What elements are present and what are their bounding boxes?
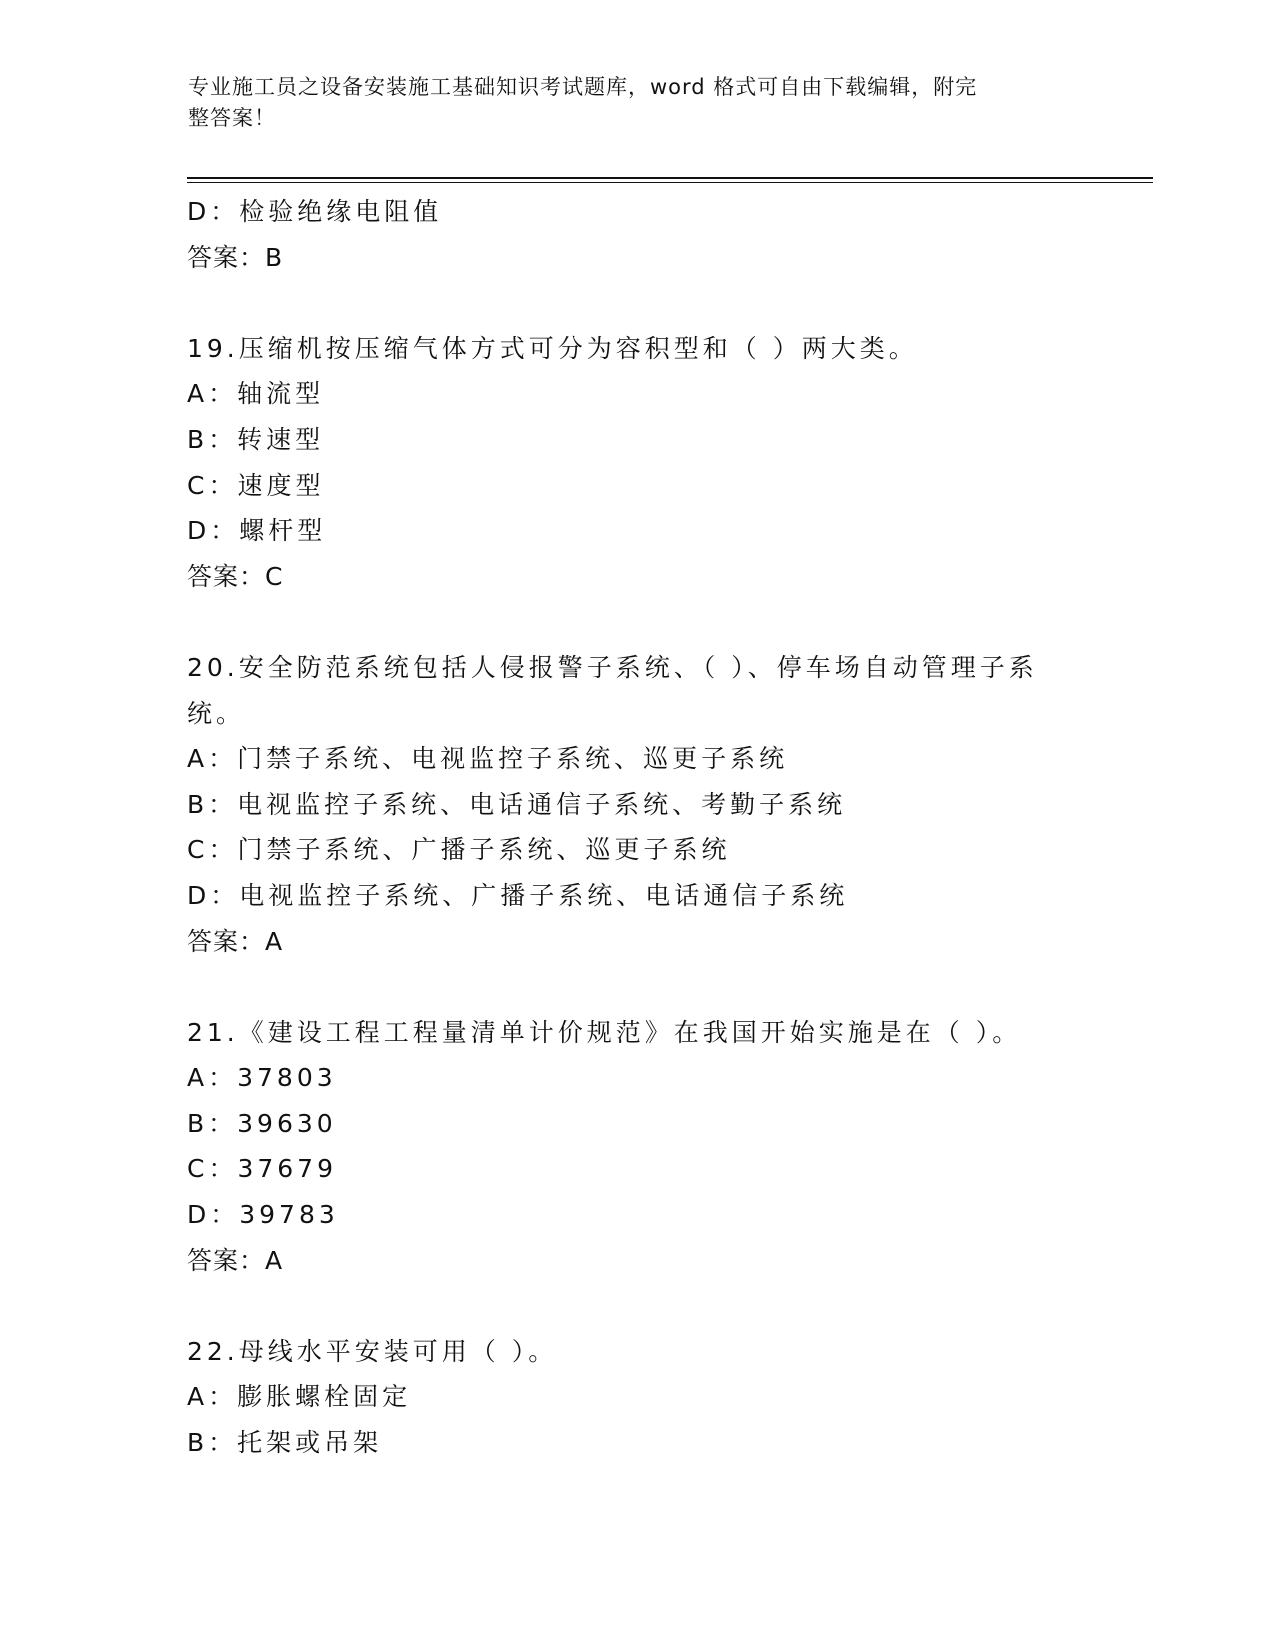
- header-rule-thin: [187, 182, 1153, 183]
- header-line-2: 整答案！: [188, 106, 276, 130]
- option-d: D：39783: [187, 1200, 339, 1230]
- option-c: C：速度型: [187, 470, 325, 500]
- option-d: D：电视监控子系统、广播子系统、电话通信子系统: [187, 880, 849, 910]
- option-b: B：电视监控子系统、电话通信子系统、考勤子系统: [187, 789, 847, 819]
- question-stem-line-1: 20.安全防范系统包括人侵报警子系统、（ ）、停车场自动管理子系: [187, 652, 1038, 682]
- answer: 答案：B: [187, 242, 284, 272]
- option-a: A：膨胀螺栓固定: [187, 1382, 412, 1412]
- question-19: [187, 326, 1087, 600]
- question-list: [187, 189, 1087, 1466]
- option-c: C：门禁子系统、广播子系统、巡更子系统: [187, 835, 731, 865]
- spacer: [187, 599, 1087, 645]
- question-stem: 21.《建设工程工程量清单计价规范》在我国开始实施是在（ ）。: [187, 1017, 1022, 1047]
- question-22: [187, 1329, 1087, 1466]
- option-b: B：托架或吊架: [187, 1428, 383, 1458]
- header-rule-thick: [187, 177, 1153, 179]
- answer: 答案：A: [187, 1245, 284, 1275]
- answer: 答案：C: [187, 561, 284, 591]
- question-stem-line-2: 统。: [187, 698, 246, 728]
- question-18-tail: [187, 189, 1087, 280]
- spacer: [187, 1283, 1087, 1329]
- option-a: A：轴流型: [187, 379, 325, 409]
- question-21: [187, 1010, 1087, 1284]
- option-a: A：门禁子系统、电视监控子系统、巡更子系统: [187, 744, 789, 774]
- option-d: D：检验绝缘电阻值: [187, 197, 443, 226]
- question-stem: 22.母线水平安装可用（ ）。: [187, 1336, 558, 1366]
- spacer: [187, 964, 1087, 1010]
- option-c: C：37679: [187, 1154, 337, 1184]
- option-b: B：转速型: [187, 424, 325, 454]
- question-stem: 19.压缩机按压缩气体方式可分为容积型和（ ）两大类。: [187, 333, 918, 363]
- answer: 答案：A: [187, 926, 284, 956]
- question-20: [187, 645, 1087, 964]
- header-line-1: 专业施工员之设备安装施工基础知识考试题库，word 格式可自由下载编辑，附完: [188, 75, 978, 99]
- option-b: B：39630: [187, 1108, 337, 1138]
- document-header: [188, 72, 1068, 134]
- option-a: A：37803: [187, 1063, 337, 1093]
- option-d: D：螺杆型: [187, 516, 327, 546]
- spacer: [187, 280, 1087, 326]
